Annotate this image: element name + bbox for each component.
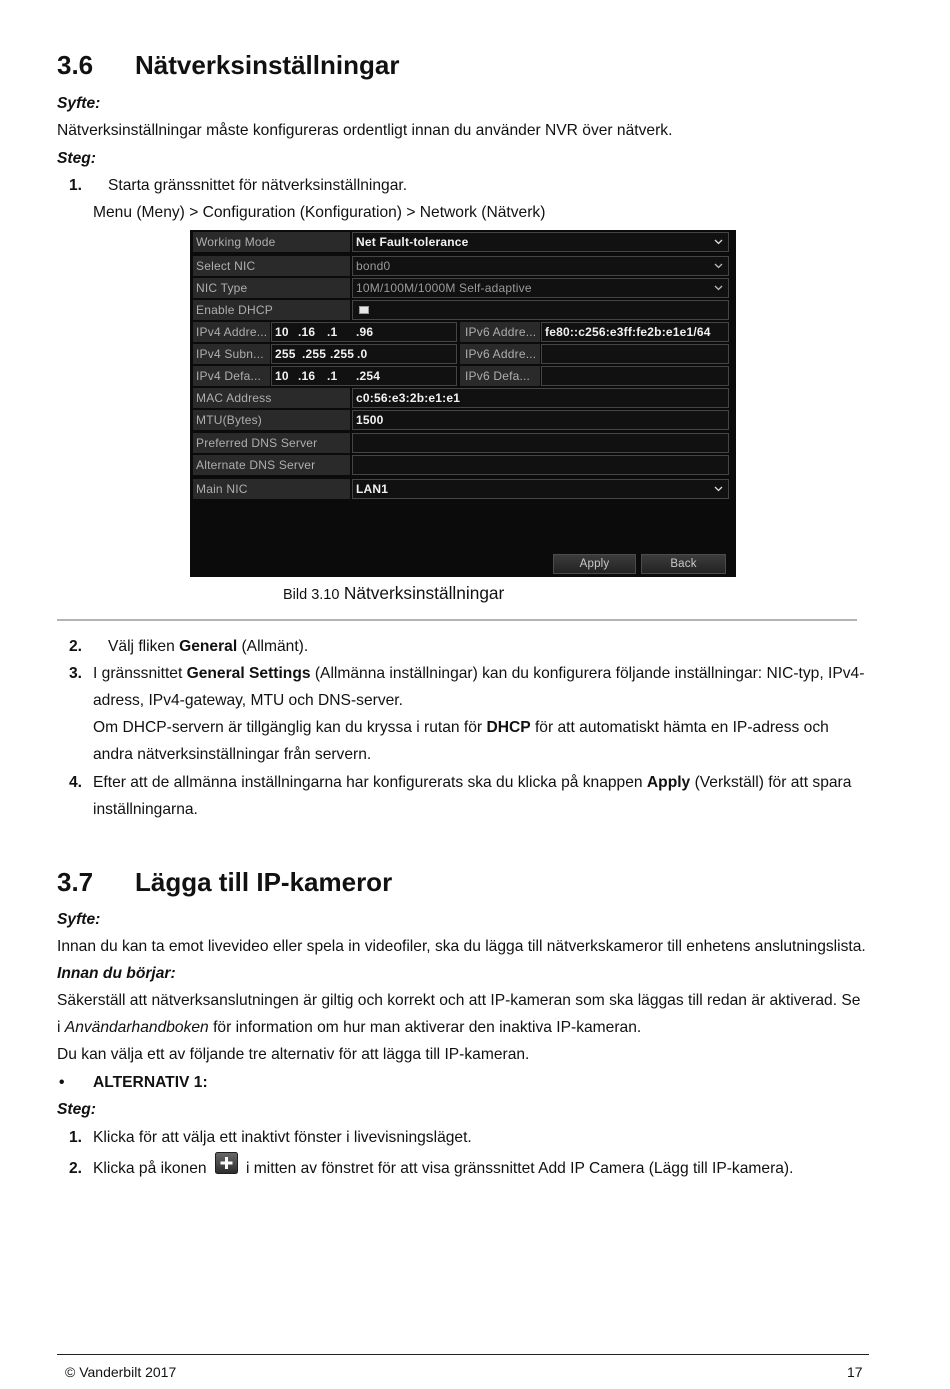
separator-line (57, 619, 857, 621)
working-mode-value: Net Fault-tolerance (356, 235, 469, 249)
caption-prefix: Bild 3.10 (283, 587, 340, 603)
text-segment: för information om hur man aktiverar den inaktiva IP-kameran. (208, 1019, 642, 1036)
mac-address-value: c0:56:e3:2b:e1:e1 (352, 388, 729, 408)
step-text-line (93, 774, 851, 792)
step-number: 1. (69, 1129, 83, 1146)
copyright: © Vanderbilt 2017 (65, 1364, 177, 1380)
ip-octet: .96 (356, 325, 374, 339)
step-text: Klicka för att välja ett inaktivt fönster i livevisningsläget. (93, 1129, 472, 1146)
ipv4-subnet-label: IPv4 Subn... (193, 344, 270, 364)
ipv6-address-label: IPv6 Addre... (460, 344, 540, 364)
manual-reference: Användarhandboken (64, 1019, 209, 1036)
main-nic-label: Main NIC (193, 479, 350, 499)
select-nic-value: bond0 (356, 259, 391, 273)
page-number: 17 (847, 1364, 863, 1380)
ip-octet: .255 (302, 347, 327, 361)
mtu-row (193, 410, 729, 430)
step-text-line (93, 665, 864, 683)
nic-type-label: NIC Type (193, 278, 350, 298)
menu-path: Menu (Meny) > Configuration (Konfiguration) > Network (Nätverk) (93, 204, 546, 221)
purpose-text: Nätverksinställningar måste konfigureras ordentligt innan du använder NVR över nätverk. (57, 122, 673, 139)
bold-term: Apply (646, 774, 691, 791)
working-mode-row (193, 232, 729, 252)
apply-button: Apply (553, 554, 636, 574)
step-text-line: inställningarna. (93, 801, 198, 818)
ipv4-address-row (193, 322, 729, 342)
chevron-down-icon (714, 486, 723, 492)
ipv4-gateway-row (193, 366, 729, 386)
text-segment: i (57, 1019, 65, 1036)
nic-type-row (193, 278, 729, 298)
ip-octet: .1 (327, 369, 338, 383)
ipv4-address-field (271, 322, 457, 342)
text-segment: (Allmänt). (237, 638, 309, 655)
text-segment: Välj fliken (108, 638, 180, 655)
main-nic-dropdown (352, 479, 729, 499)
ip-octet: .254 (356, 369, 381, 383)
select-nic-row (193, 256, 729, 276)
caption-title: Nätverksinställningar (343, 583, 505, 603)
step-number: 1. (69, 177, 83, 194)
ip-octet: .0 (357, 347, 368, 361)
mac-address-row (193, 388, 729, 408)
select-nic-label: Select NIC (193, 256, 350, 276)
mtu-label: MTU(Bytes) (193, 410, 350, 430)
mac-address-label: MAC Address (193, 388, 350, 408)
footer-line (57, 1354, 869, 1355)
bullet: • (59, 1074, 65, 1091)
section-title: Lägga till IP-kameror (135, 867, 393, 897)
section-number: 3.7 (57, 867, 94, 897)
steps-label: Steg: (57, 150, 96, 167)
working-mode-label: Working Mode (193, 232, 350, 252)
ipv4-address-label: IPv4 Addre... (193, 322, 270, 342)
step-text-before-icon: Klicka på ikonen (93, 1160, 207, 1177)
text-segment: Efter att de allmänna inställningarna har konfigurerats ska du klicka på knappen (93, 774, 647, 791)
chevron-down-icon (714, 263, 723, 269)
before-you-start-label: Innan du börjar: (57, 965, 176, 982)
step-text-line (93, 719, 829, 737)
chevron-down-icon (714, 239, 723, 245)
ipv6-address-field: fe80::c256:e3ff:fe2b:e1e1/64 (541, 322, 729, 342)
purpose-label: Syfte: (57, 911, 101, 928)
preferred-dns-field (352, 433, 729, 453)
ipv6-gateway-label: IPv6 Defa... (460, 366, 540, 386)
ip-octet: .16 (298, 369, 316, 383)
option-label: ALTERNATIV 1: (93, 1074, 208, 1091)
main-nic-value: LAN1 (356, 482, 389, 496)
enable-dhcp-label: Enable DHCP (193, 300, 350, 320)
options-intro: Du kan välja ett av följande tre alternativ för att lägga till IP-kameran. (57, 1046, 530, 1063)
ipv6-address-field (541, 344, 729, 364)
step-text-after-icon: i mitten av fönstret för att visa gränssnittet Add IP Camera (Lägg till IP-kamera). (246, 1160, 794, 1177)
text-segment: för att automatiskt hämta en IP-adress och (530, 719, 829, 736)
add-icon (215, 1152, 238, 1174)
step-number: 2. (69, 638, 83, 655)
text-segment: I gränssnittet (93, 665, 187, 682)
working-mode-dropdown (352, 232, 729, 252)
ip-octet: 10 (275, 325, 289, 339)
steps-label: Steg: (57, 1101, 96, 1118)
enable-dhcp-field (352, 300, 729, 320)
before-text-line (57, 1019, 641, 1037)
ip-octet: 10 (275, 369, 289, 383)
section-number: 3.6 (57, 50, 94, 80)
chevron-down-icon (714, 285, 723, 291)
enable-dhcp-checkbox (359, 306, 369, 314)
ip-octet: .16 (298, 325, 316, 339)
network-settings-screenshot (190, 230, 736, 577)
text-segment: Om DHCP-servern är tillgänglig kan du kryssa i rutan för (93, 719, 487, 736)
ip-octet: .1 (327, 325, 338, 339)
step-number: 3. (69, 665, 83, 682)
step-text (108, 638, 308, 656)
preferred-dns-row (193, 433, 729, 453)
purpose-text: Innan du kan ta emot livevideo eller spela in videofiler, ska du lägga till nätverkskameror till enhetens anslutningslista. (57, 938, 866, 955)
nic-type-value: 10M/100M/1000M Self-adaptive (356, 281, 532, 295)
before-text-line: Säkerställ att nätverksanslutningen är giltig och korrekt och att IP-kameran som ska läggas till redan är aktiverad. Se (57, 992, 861, 1009)
step-number: 4. (69, 774, 83, 791)
step-number: 2. (69, 1160, 83, 1177)
alternate-dns-field (352, 455, 729, 475)
back-button: Back (641, 554, 726, 574)
select-nic-dropdown (352, 256, 729, 276)
alternate-dns-label: Alternate DNS Server (193, 455, 350, 475)
enable-dhcp-row (193, 300, 729, 320)
ipv6-address-label: IPv6 Addre... (460, 322, 540, 342)
bold-term: General (179, 638, 238, 655)
nic-type-dropdown (352, 278, 729, 298)
purpose-label: Syfte: (57, 95, 101, 112)
ipv4-subnet-field (271, 344, 457, 364)
bold-term: DHCP (486, 719, 531, 736)
text-segment: (Verkställ) för att spara (690, 774, 852, 791)
alternate-dns-row (193, 455, 729, 475)
ip-octet: 255 (275, 347, 296, 361)
ipv4-gateway-field (271, 366, 457, 386)
section-title: Nätverksinställningar (135, 50, 400, 80)
step-text-line: adress, IPv4-gateway, MTU och DNS-server. (93, 692, 403, 709)
ipv4-subnet-row (193, 344, 729, 364)
preferred-dns-label: Preferred DNS Server (193, 433, 350, 453)
ipv6-gateway-field (541, 366, 729, 386)
ipv4-gateway-label: IPv4 Defa... (193, 366, 270, 386)
mtu-field: 1500 (352, 410, 729, 430)
main-nic-row (193, 479, 729, 499)
step-text: Starta gränssnittet för nätverksinställningar. (108, 177, 408, 194)
bold-term: General Settings (186, 665, 311, 682)
ip-octet: .255 (330, 347, 355, 361)
step-text-line: andra nätverksinställningar från servern. (93, 746, 372, 763)
figure-caption (283, 583, 504, 605)
text-segment: (Allmänna inställningar) kan du konfigurera följande inställningar: NIC-typ, IPv4- (310, 665, 865, 682)
